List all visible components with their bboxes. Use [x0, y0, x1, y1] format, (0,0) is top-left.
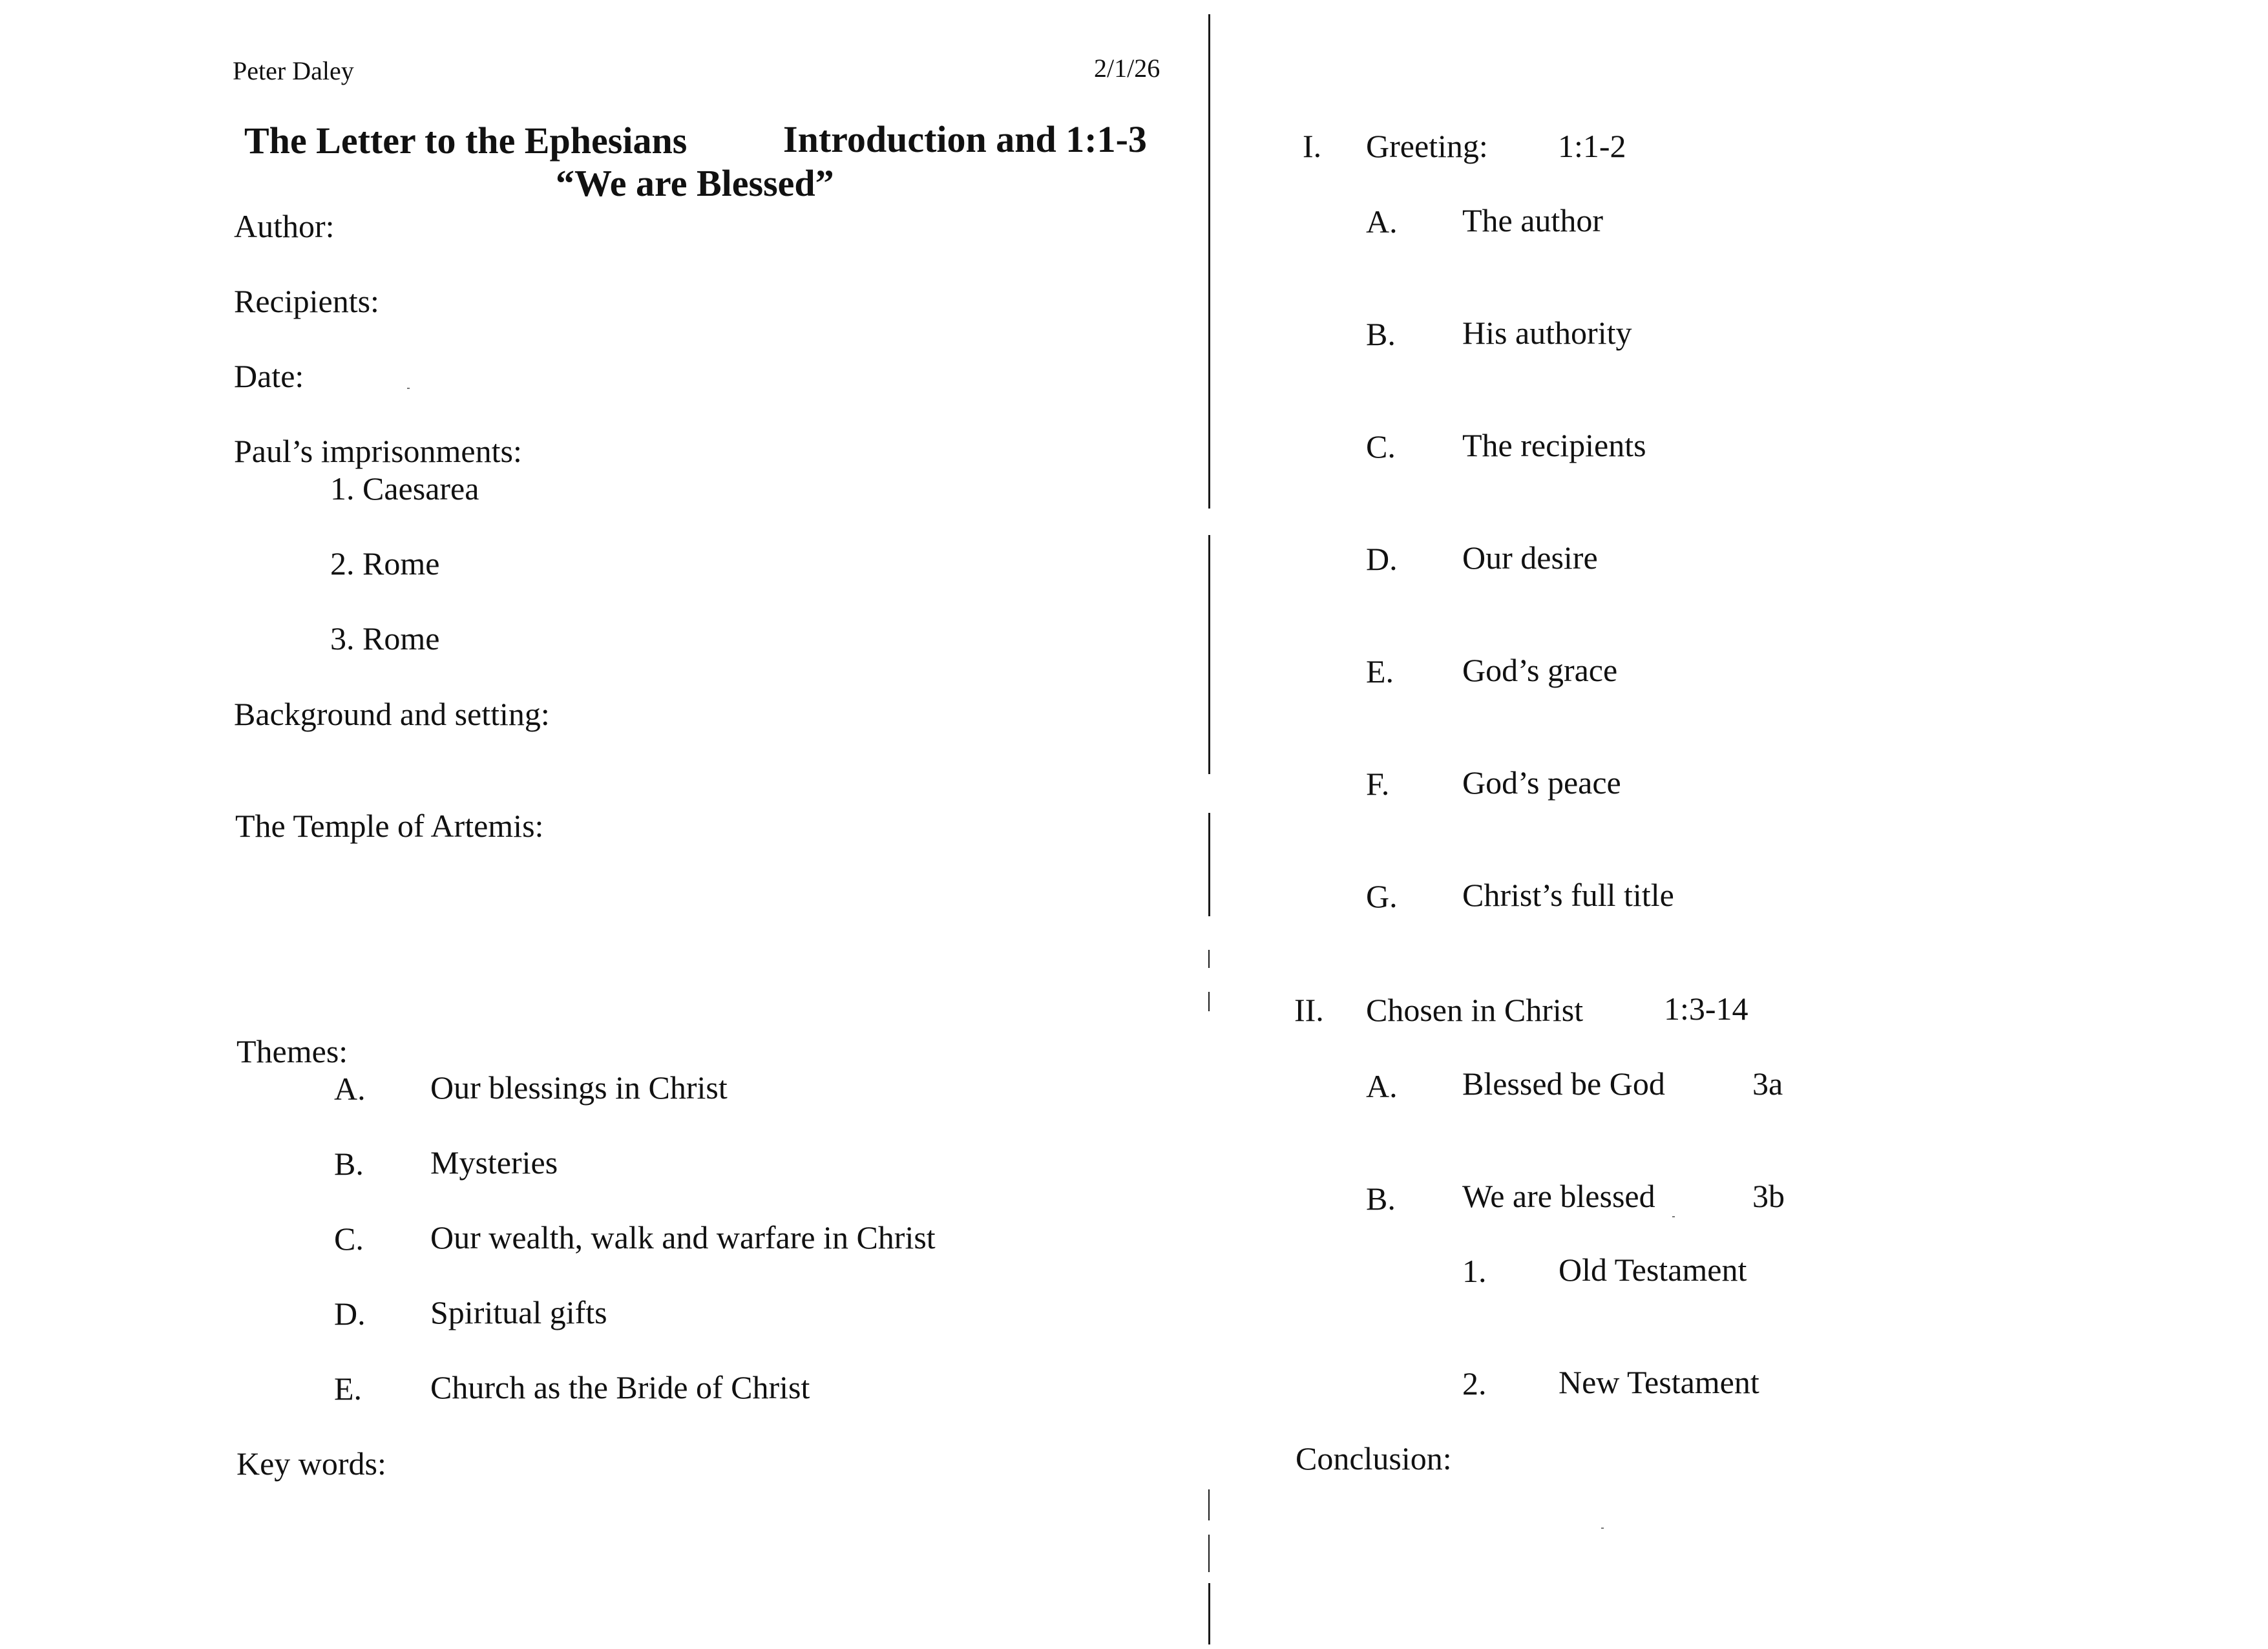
- fold-line: [1208, 1583, 1210, 1644]
- outline-letter: F.: [1366, 766, 1390, 802]
- section-numeral: I.: [1303, 128, 1322, 164]
- outline-item: We are blessed: [1462, 1178, 1655, 1214]
- fold-line: [1208, 813, 1210, 916]
- background-label: Background and setting:: [234, 696, 550, 732]
- sub-item: New Testament: [1559, 1364, 1759, 1400]
- keywords-label: Key words:: [236, 1445, 386, 1482]
- fold-line: [1208, 950, 1210, 968]
- outline-item: God’s peace: [1462, 764, 1621, 801]
- imprisonment-item: 3. Rome: [330, 620, 440, 656]
- theme-letter: A.: [334, 1071, 366, 1107]
- date: 2/1/26: [1094, 54, 1160, 83]
- outline-item: Our desire: [1462, 540, 1598, 576]
- fold-line: [1208, 535, 1210, 774]
- sub-item: Old Testament: [1559, 1252, 1747, 1288]
- fold-line: [1208, 14, 1210, 509]
- outline-letter: G.: [1366, 878, 1398, 914]
- section-numeral: II.: [1294, 992, 1324, 1028]
- author-label: Author:: [234, 208, 335, 244]
- scan-speck: [1601, 1528, 1604, 1529]
- theme-text: Spiritual gifts: [430, 1294, 607, 1330]
- outline-letter: B.: [1366, 1181, 1396, 1217]
- outline-letter: E.: [1366, 653, 1394, 689]
- outline-item: God’s grace: [1462, 652, 1618, 688]
- imprisonments-label: Paul’s imprisonments:: [234, 433, 522, 469]
- section-ref: 1:3-14: [1664, 991, 1748, 1027]
- page-title: The Letter to the Ephesians: [244, 120, 688, 162]
- outline-item: The recipients: [1462, 427, 1646, 463]
- theme-text: Our wealth, walk and warfare in Christ: [430, 1219, 936, 1255]
- fold-line: [1208, 992, 1210, 1011]
- conclusion-label: Conclusion:: [1296, 1440, 1452, 1476]
- theme-text: Our blessings in Christ: [430, 1069, 728, 1106]
- section-ref: 1:1-2: [1558, 128, 1626, 164]
- outline-item: Blessed be God: [1462, 1066, 1665, 1102]
- temple-label: The Temple of Artemis:: [235, 808, 544, 844]
- scan-speck: [1672, 1216, 1675, 1217]
- sub-number: 2.: [1462, 1365, 1487, 1402]
- theme-letter: C.: [334, 1221, 364, 1257]
- fold-line: [1208, 1535, 1210, 1572]
- outline-letter: B.: [1366, 316, 1396, 352]
- scan-speck: [407, 388, 410, 389]
- theme-text: Mysteries: [430, 1144, 558, 1181]
- theme-letter: B.: [334, 1146, 364, 1182]
- section-title: Greeting:: [1366, 128, 1488, 164]
- theme-letter: D.: [334, 1296, 366, 1332]
- outline-letter: A.: [1366, 204, 1398, 240]
- outline-ref: 3a: [1752, 1066, 1783, 1102]
- outline-item: The author: [1462, 202, 1603, 238]
- themes-label: Themes:: [236, 1033, 348, 1069]
- outline-letter: A.: [1366, 1068, 1398, 1104]
- section-title: Chosen in Christ: [1366, 992, 1584, 1028]
- outline-item: His authority: [1462, 315, 1632, 351]
- recipients-label: Recipients:: [234, 283, 379, 319]
- theme-text: Church as the Bride of Christ: [430, 1369, 810, 1405]
- date-label: Date:: [234, 358, 304, 394]
- author-name: Peter Daley: [233, 56, 354, 85]
- outline-item: Christ’s full title: [1462, 877, 1674, 913]
- imprisonment-item: 2. Rome: [330, 545, 440, 582]
- subtitle: “We are Blessed”: [556, 162, 834, 204]
- theme-letter: E.: [334, 1371, 362, 1407]
- sub-number: 1.: [1462, 1253, 1487, 1289]
- imprisonment-item: 1. Caesarea: [330, 470, 479, 507]
- fold-line: [1208, 1489, 1210, 1520]
- outline-letter: D.: [1366, 541, 1398, 577]
- outline-ref: 3b: [1752, 1178, 1785, 1214]
- section-title: Introduction and 1:1-3: [783, 118, 1147, 160]
- outline-letter: C.: [1366, 428, 1396, 465]
